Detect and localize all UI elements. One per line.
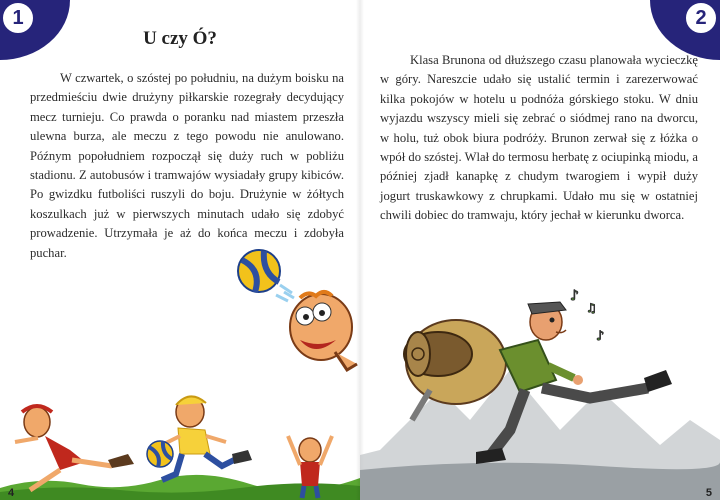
page-number-right: 5 — [705, 487, 712, 499]
story-text-left: W czwartek, o szóstej po południu, na dużym boisku na przedmieściu dwie drużyny piłkarskie rozegrały decydujący mecz turnieju. Co prawda o poranku nad miastem przeszła ulewna burza, ale meczu z tego powodu nie anulowano. Późnym popołudniem rozpoczął się duży ruch w pobliżu stadionu. Z autobusów i tramwajów wysiadały grupy kibiców. Po gwizdku futboliści ruszyli do boju. Drużynie w żółtych koszulkach już w pierwszych minutach udało się zdobyć prowadzenie. Utrzymała je aż do końca meczu i zdobyła puchar. — [30, 71, 344, 260]
svg-text:♫: ♫ — [586, 301, 597, 315]
player-red-shirt — [15, 406, 134, 490]
exercise-number-badge-right: 2 — [686, 3, 716, 33]
volleyball-icon — [238, 250, 280, 292]
svg-text:♪: ♪ — [596, 329, 605, 344]
ground-ball-icon — [147, 441, 173, 467]
football-illustration — [0, 240, 360, 500]
right-page — [360, 0, 720, 500]
music-notes-icon — [570, 288, 604, 344]
page-title: U czy Ó? — [143, 28, 217, 49]
player-yellow-shirt — [160, 396, 252, 480]
running-boy-illustration — [360, 270, 720, 500]
story-text-right: Klasa Brunona od dłuższego czasu planowała wycieczkę w góry. Nareszcie udało się ustalić termin i zarezerwować kilka pokojów w hotelu u podnóża górskiego stoku. W dniu wyjazdu wszyscy mieli się zebrać o siódmej rano na dworcu, w holu, tuż obok biura podróży. Brunon zerwał się z łóżka o wpół do szóstej. Wlał do termosu herbatę z ociupinką miodu, a później zjadł kanapkę z chudym twarogiem i wypił duży jogurt truskawkowy z chrupkami. Udało mu się w ostatniej chwili dobiec do tramwaju, który jechał w kierunku dworca. — [380, 53, 698, 223]
page-number-left: 4 — [8, 487, 15, 499]
boy-heading-ball — [290, 292, 357, 370]
svg-text:♪: ♪ — [570, 288, 579, 304]
exercise-number-badge-left: 1 — [3, 3, 33, 33]
